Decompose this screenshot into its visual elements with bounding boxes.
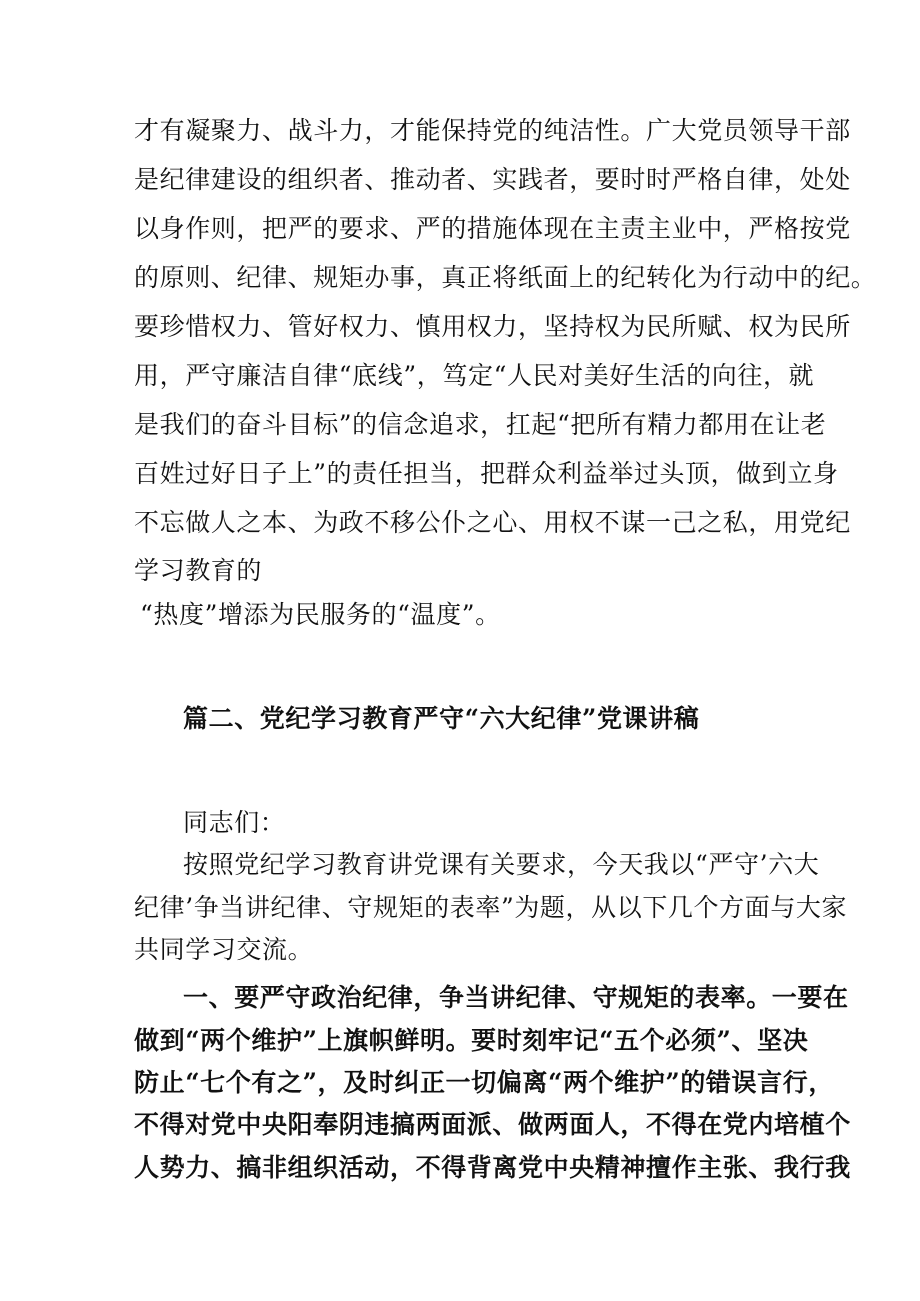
section-title: 篇二、党纪学习教育严守“六大纪律”党课讲稿 [183,704,700,733]
paragraph-line: 是纪律建设的组织者、推动者、实践者，要时时严格自律，处处 [134,165,851,194]
paragraph-line: 百姓过好日子上”的责任担当，把群众利益举过头顶，做到立身 [134,459,839,488]
point-line: 做到“两个维护”上旗帜鲜明。要时刻牢记“五个必须”、坚决 [134,1026,809,1055]
point-line: 人势力、搞非组织活动，不得背离党中央精神擅作主张、我行我 [134,1153,851,1182]
paragraph-line: 是我们的奋斗目标”的信念追求，扛起“把所有精力都用在让老 [134,410,827,439]
intro-line: 纪律’争当讲纪律、守规矩的表率”为题，从以下几个方面与大家 [134,893,848,922]
paragraph-line: 要珍惜权力、管好权力、慎用权力，坚持权为民所赋、权为民所 [134,312,851,341]
paragraph-line: 不忘做人之本、为政不移公仆之心、用权不谋一己之私，用党纪 [134,508,851,537]
paragraph-line: “热度”增添为民服务的“温度”。 [140,600,501,629]
point-line: 防止“七个有之”，及时纠正一切偏离“两个维护”的错误言行， [134,1068,834,1097]
intro-line: 共同学习交流。 [134,935,314,964]
point-line: 不得对党中央阳奉阴违搞两面派、做两面人，不得在党内培植个 [134,1110,851,1139]
greeting: 同志们： [183,808,286,837]
paragraph-line: 学习教育的 [134,556,263,585]
paragraph-line: 才有凝聚力、战斗力，才能保持党的纯洁性。广大党员领导干部 [134,116,851,145]
paragraph-line: 用，严守廉洁自律“底线”，笃定“人民对美好生活的向往，就 [134,361,815,390]
paragraph-line: 以身作则，把严的要求、严的措施体现在主责主业中，严格按党 [134,214,851,243]
point-line: 一、要严守政治纪律，争当讲纪律、守规矩的表率。一要在 [183,983,849,1012]
intro-line: 按照党纪学习教育讲党课有关要求，今天我以“严守’六大 [183,850,820,879]
paragraph-line: 的原则、纪律、规矩办事，真正将纸面上的纪转化为行动中的纪。 [134,263,877,292]
